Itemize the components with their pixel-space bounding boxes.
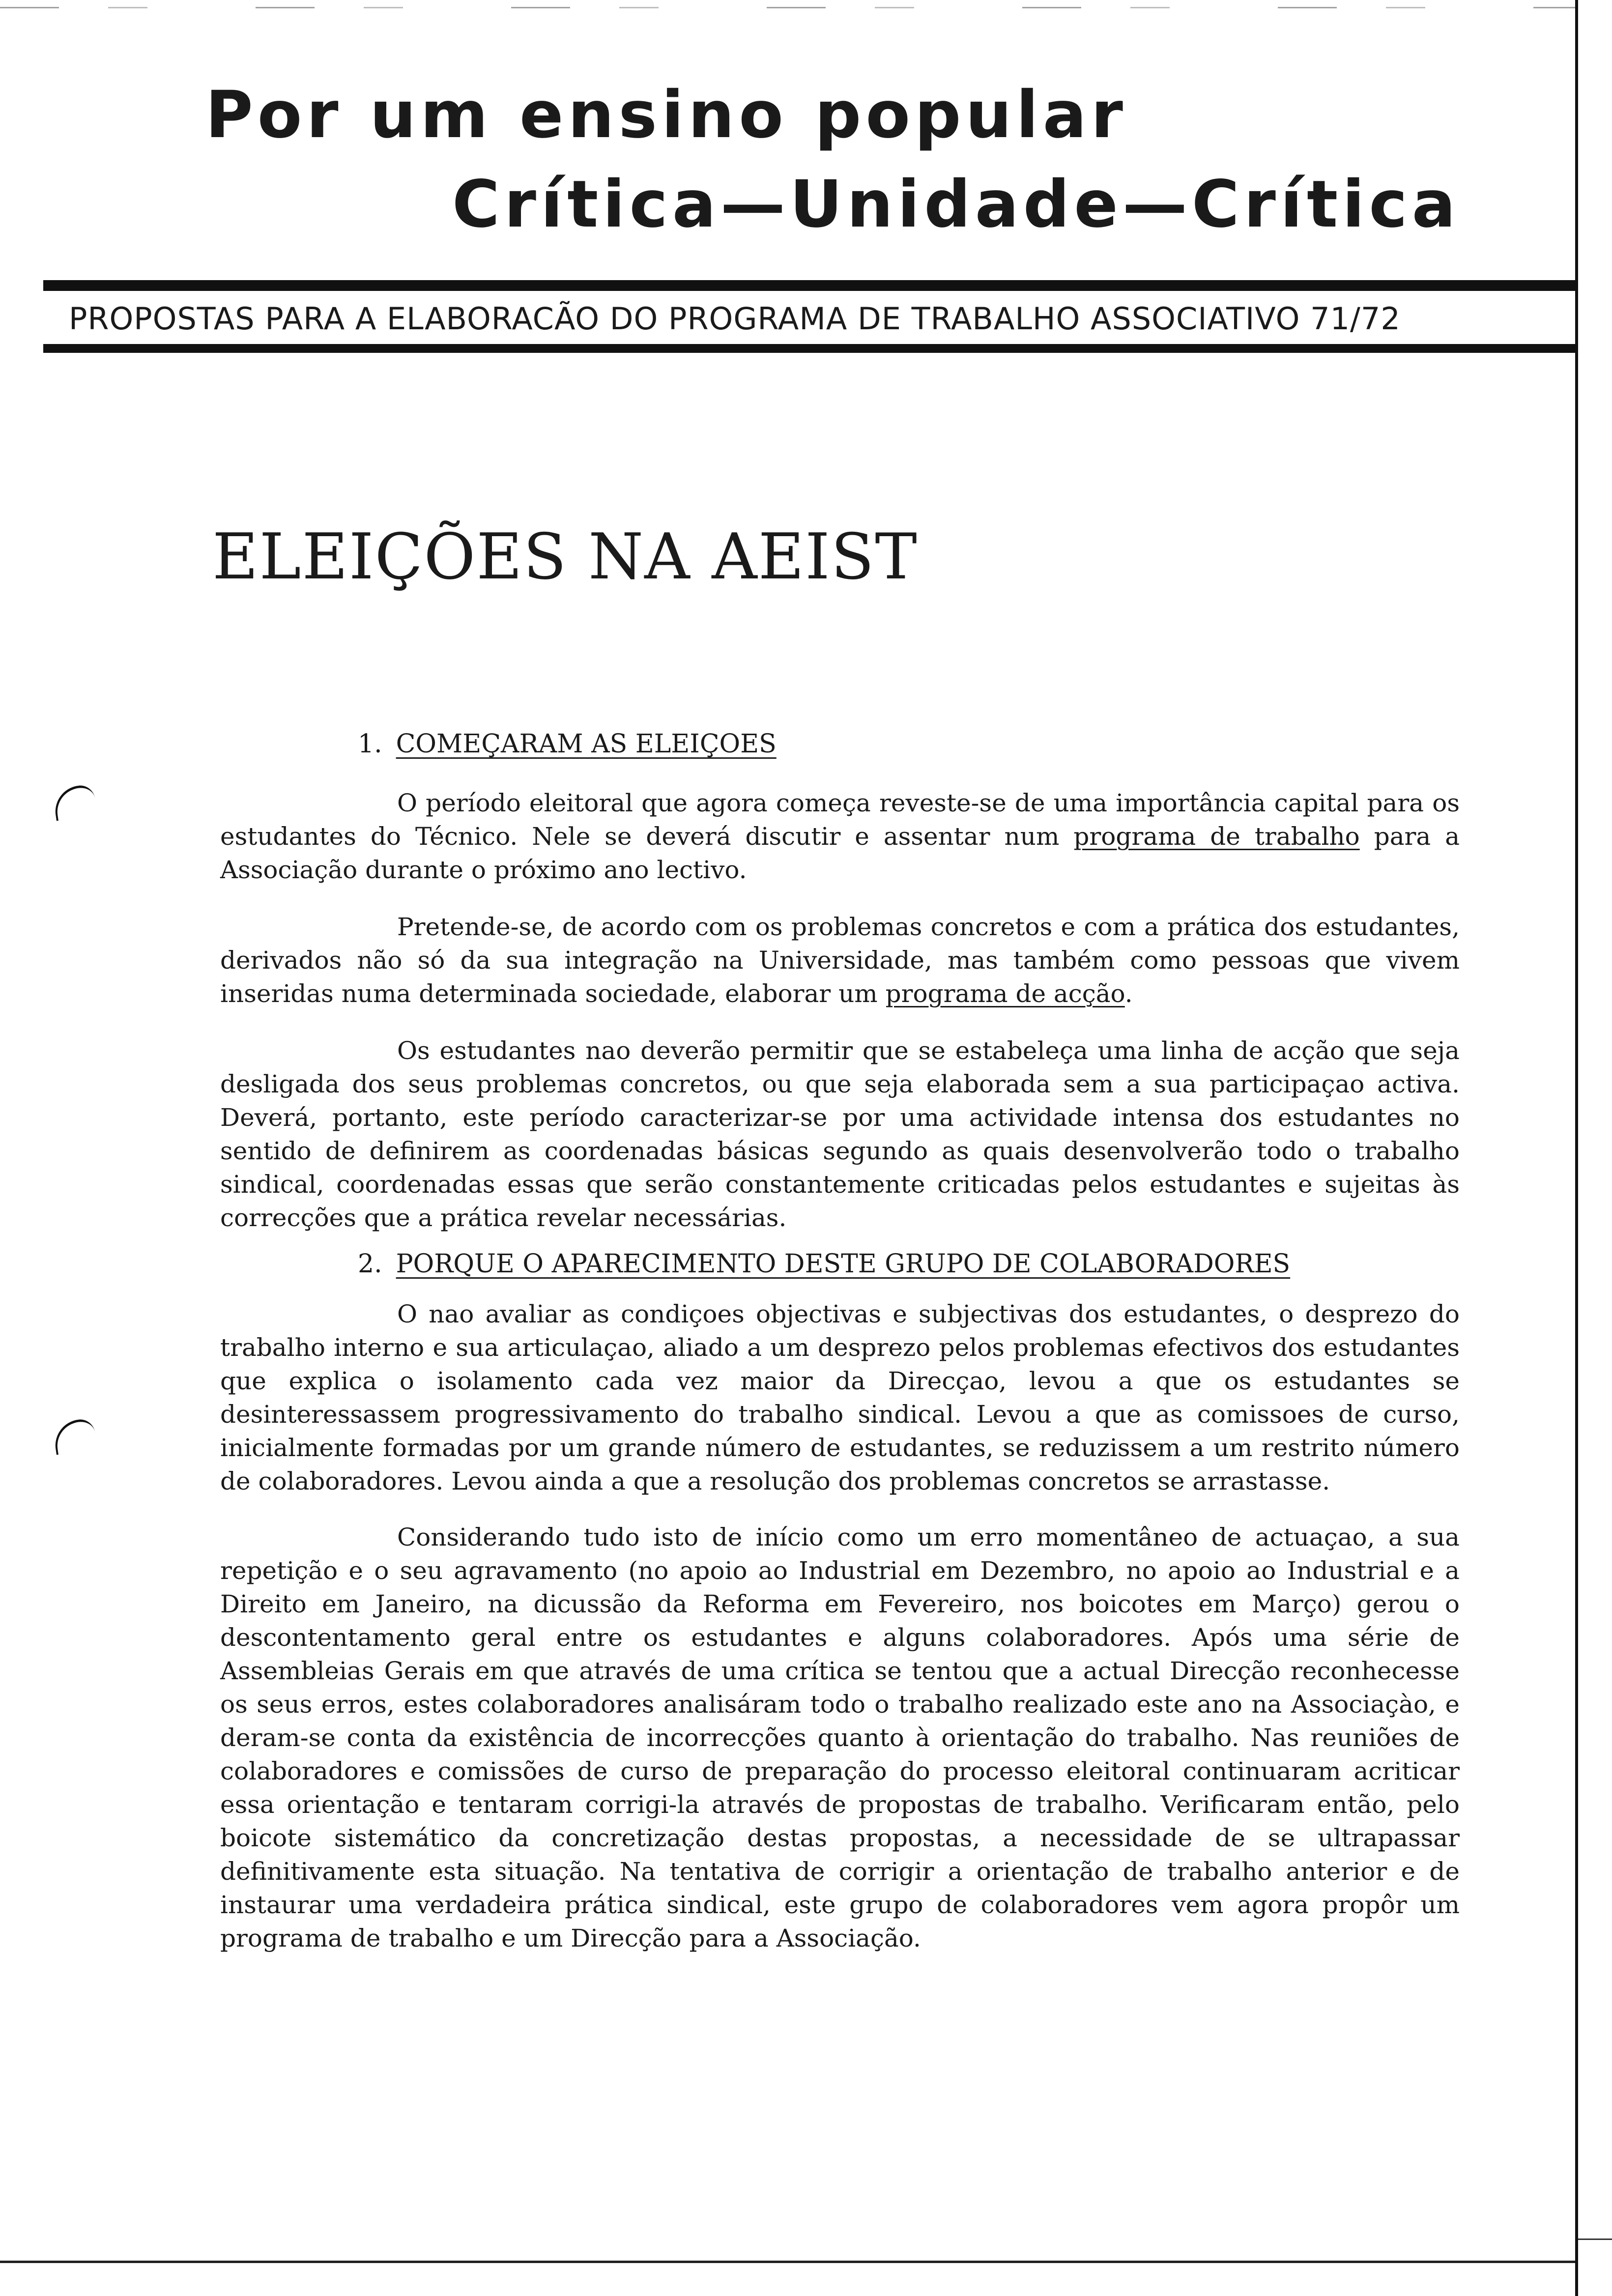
paragraph (220, 786, 1460, 887)
underlined-phrase: programa de trabalho (1073, 822, 1360, 851)
scan-edge-top (0, 7, 1575, 8)
paragraph: Considerando tudo isto de início como um erro momentâneo de actuaçao, a sua repetição e o seu agravamento (no apoio ao Industrial em Dezembro, no apoio ao Industrial e a Direito em Janeiro, na dicussão da Reforma em Fevereiro, nos boicotes em Março) gerou o descontentamento geral entre os estudantes e alguns colaboradores. Após uma série de Assembleias Gerais em que através de uma crítica se tentou que a actual Direcção reconhecesse os seus erros, estes colaboradores analisáram todo o trabalho realizado este ano na Associaçào, e deram-se conta da existência de incorrecções quanto à orientação do trabalho. Nas reuniões de colaboradores e comissões de curso de preparação do processo eleitoral continuaram acriticar essa orientação e tentaram corrigi-la através de propostas de trabalho. Verificaram então, pelo boicote sistemático da concretização destas propostas, a necessidade de se ultrapassar definitivamente esta situação. Na tentativa de corrigir a orientação de trabalho anterior e de instaurar uma verdadeira prática sindical, este grupo de colaboradores vem agora propôr um programa de trabalho e um Direcção para a Associação. (220, 1523, 1460, 1952)
margin-mark-icon (52, 783, 97, 821)
underlined-phrase: programa de acção (885, 979, 1125, 1008)
scan-edge-bottom (0, 2261, 1575, 2263)
section-title: COMEÇARAM AS ELEIÇOES (396, 729, 777, 759)
scan-edge-bottom-right (1578, 2239, 1612, 2240)
section-number: 1. (358, 729, 382, 759)
paragraph-text: para a Associação durante o próximo ano lectivo. (220, 822, 1460, 884)
masthead-line-1: Por um ensino popular (205, 77, 1127, 153)
paragraph: O nao avaliar as condiçoes objectivas e subjectivas dos estudantes, o desprezo do trabalho interno e sua articulaçao, aliado a um desprezo pelos problemas efectivos dos estudantes que explica o isolamento cada vez maior da Direcçao, levou a que os estudantes se desinteressassem progressivamento do trabalho sindical. Levou a que as comissoes de curso, inicialmente formadas por um grande número de estudantes, se reduzissem a um restrito número de colaboradores. Levou ainda a que a resolução dos problemas concretos se arrastasse. (220, 1300, 1460, 1495)
paragraph-text: . (1124, 979, 1133, 1008)
section-1-heading (358, 731, 777, 757)
paragraph (220, 910, 1460, 1010)
masthead-rule-top (43, 280, 1575, 291)
scan-edge-right (1575, 0, 1578, 2296)
masthead-rule-bottom (43, 344, 1575, 353)
section-2-heading (358, 1251, 1290, 1277)
section-title: PORQUE O APARECIMENTO DESTE GRUPO DE COLABORADORES (396, 1249, 1291, 1279)
paragraph-text: O período eleitoral que agora começa reveste-se de uma importância capital para os estudantes do Técnico. Nele se deverá discutir e assentar num (220, 789, 1460, 851)
paragraph: Os estudantes nao deverão permitir que se estabeleça uma linha de acção que seja desligada dos seus problemas concretos, ou que seja elaborada sem a sua participaçao activa. Deverá, portanto, este período caracterizar-se por uma actividade intensa dos estudantes no sentido de definirem as coordenadas básicas segundo as quais desenvolverão todo o trabalho sindical, coordenadas essas que serão constantemente criticadas pelos estudantes e sujeitas às correcções que a prática revelar necessárias. (220, 1036, 1460, 1232)
section-number: 2. (358, 1249, 382, 1279)
paragraph-text: Pretende-se, de acordo com os problemas concretos e com a prática dos estudantes, derivados não só da sua integração na Universidade, mas também como pessoas que vivem inseridas numa determinada sociedade, elaborar um (220, 913, 1460, 1008)
margin-mark-icon (52, 1417, 97, 1455)
program-band-title: PROPOSTAS PARA A ELABORACÃO DO PROGRAMA DE TRABALHO ASSOCIATIVO 71/72 (69, 301, 1401, 337)
masthead-line-2: Crítica—Unidade—Crítica (452, 167, 1460, 242)
document-title: ELEIÇÕES NA AEIST (212, 520, 918, 594)
